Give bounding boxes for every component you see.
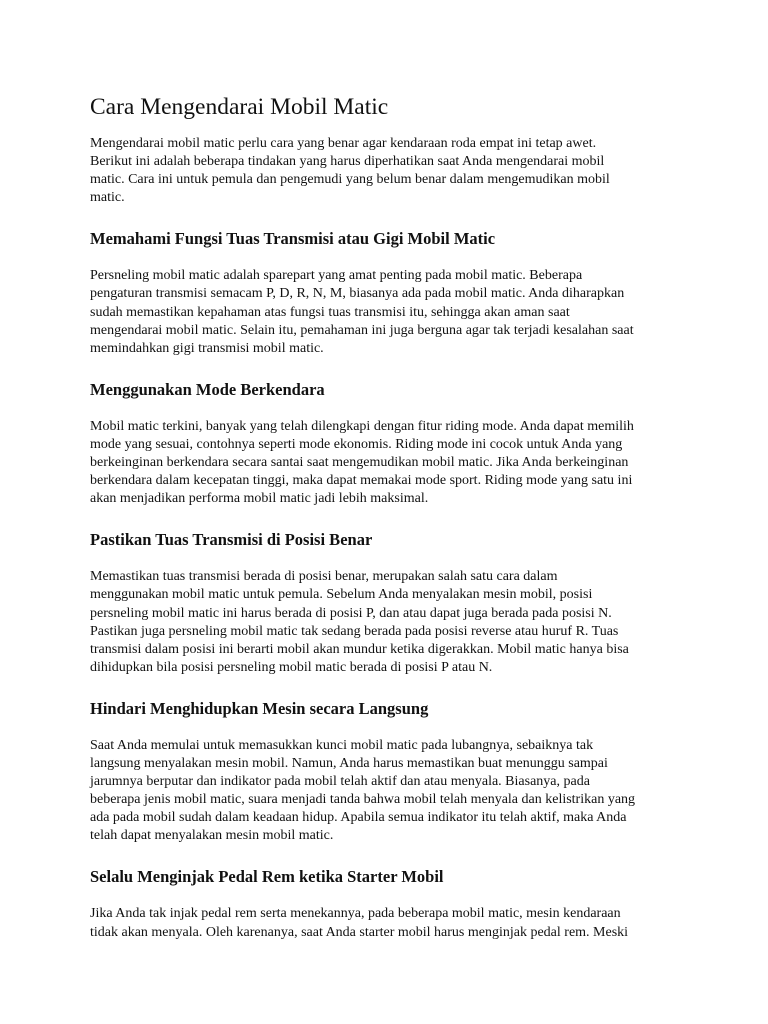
document-title: Cara Mengendarai Mobil Matic: [90, 94, 389, 120]
intro-paragraph: Mengendarai mobil matic perlu cara yang benar agar kendaraan roda empat ini tetap awet. Berikut ini adalah beberapa tindakan yang harus diperhatikan saat Anda mengendarai mobil matic. Cara ini untuk pemula dan pengemudi yang belum benar dalam mengemudikan mobil matic.: [90, 136, 610, 206]
section-body-posisi: Memastikan tuas transmisi berada di posisi benar, merupakan salah satu cara dalam menggunakan mobil matic untuk pemula. Sebelum Anda menyalakan mesin mobil, posisi persneling mobil matic ini harus berada di posisi P, dan atau dapat juga berada pada posisi N. Pastikan juga persneling mobil matic tak sedang berada pada posisi reverse atau huruf R. Tuas transmisi dalam posisi ini berarti mobil akan mundur ketika digerakkan. Mobil matic hanya bisa dihidupkan bila posisi persneling mobil matic berada di posisi P atau N.: [90, 569, 629, 675]
section-body-transmisi: Persneling mobil matic adalah sparepart yang amat penting pada mobil matic. Beberapa pengaturan transmisi semacam P, D, R, N, M, biasanya ada pada mobil matic. Anda diharapkan sudah memastikan kepahaman atas fungsi tuas transmisi itu, sehingga akan aman saat mengendarai mobil matic. Selain itu, pemahaman ini juga berguna agar tak terjadi kesalahan saat memindahkan gigi transmisi mobil matic.: [90, 268, 634, 356]
section-body-mesin: Saat Anda memulai untuk memasukkan kunci mobil matic pada lubangnya, sebaiknya tak langsung menyalakan mesin mobil. Namun, Anda harus memastikan buat menunggu sampai jarumnya berputar dan indikator pada mobil telah aktif dan atau menyala. Biasanya, pada beberapa jenis mobil matic, suara menjadi tanda bahwa mobil telah menyala dan kelistrikan yang ada pada mobil sudah dalam keadaan hidup. Apabila semua indikator itu telah aktif, maka Anda telah dapat menyalakan mesin mobil matic.: [90, 737, 636, 844]
section-heading-posisi: Pastikan Tuas Transmisi di Posisi Benar: [90, 530, 373, 550]
document-page: [90, 92, 690, 942]
section-body-pedal-rem: Jika Anda tak injak pedal rem serta menekannya, pada beberapa mobil matic, mesin kendaraan tidak akan menyala. Oleh karenanya, saat Anda starter mobil harus menginjak pedal rem. Meski: [90, 906, 629, 940]
section-body-mode: Mobil matic terkini, banyak yang telah dilengkapi dengan fitur riding mode. Anda dapat memilih mode yang sesuai, contohnya seperti mode ekonomis. Riding mode ini cocok untuk Anda yang berkeinginan berkendara secara santai saat mengemudikan mobil matic. Jika Anda berkeinginan berkendara dalam kecepatan tinggi, maka dapat memakai mode sport. Riding mode yang satu ini akan menjadikan performa mobil matic jadi lebih maksimal.: [90, 418, 634, 507]
section-heading-pedal-rem: Selalu Menginjak Pedal Rem ketika Starter Mobil: [90, 867, 444, 887]
section-heading-transmisi: Memahami Fungsi Tuas Transmisi atau Gigi Mobil Matic: [90, 229, 496, 249]
section-heading-mode: Menggunakan Mode Berkendara: [90, 379, 325, 399]
section-heading-mesin: Hindari Menghidupkan Mesin secara Langsung: [90, 698, 429, 718]
